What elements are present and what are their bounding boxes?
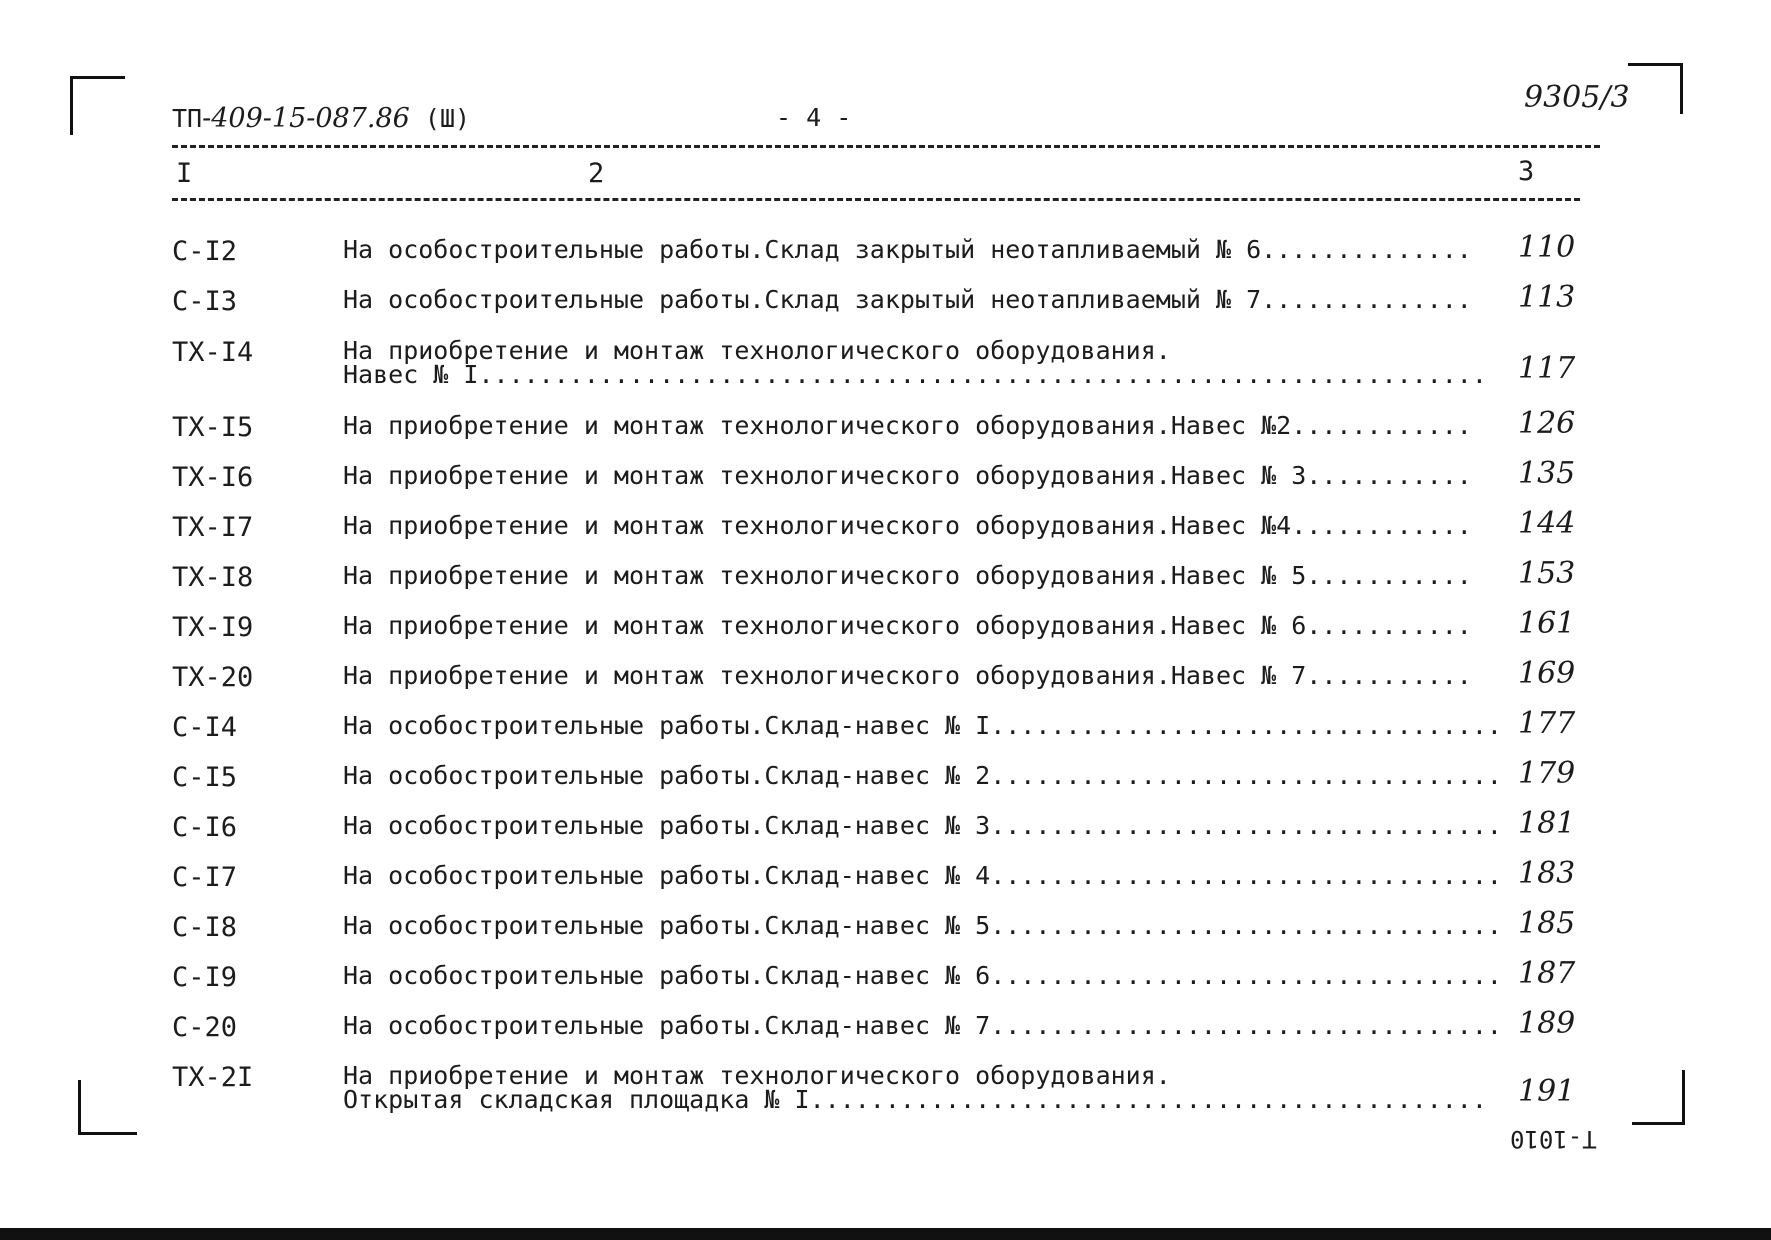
- column-number-2: 2: [588, 158, 605, 189]
- list-item: [0, 906, 1771, 962]
- item-title: На приобретение и монтаж технологического оборудования.Навес № 5...........: [343, 561, 1472, 590]
- item-title: На приобретение и монтаж технологического оборудования.Навес №2............: [343, 411, 1472, 440]
- drawing-code: С-20: [172, 1012, 238, 1043]
- form-code: Т-1010: [1510, 1125, 1597, 1153]
- list-item: [0, 556, 1771, 612]
- corner-mark-top-right: [1628, 63, 1683, 114]
- list-item: [0, 956, 1771, 1012]
- item-title: На приобретение и монтаж технологического оборудования.: [343, 1061, 1171, 1090]
- item-title: На приобретение и монтаж технологического оборудования.Навес №4............: [343, 511, 1472, 540]
- page-number: 191: [1518, 1074, 1576, 1109]
- column-number-1: I: [176, 158, 193, 189]
- drawing-code: С-I2: [172, 236, 238, 267]
- drawing-code: ТХ-I4: [172, 337, 254, 368]
- page-number: 110: [1518, 230, 1576, 265]
- item-title: На особостроительные работы.Склад-навес № 4..................................: [343, 861, 1502, 890]
- list-item: [0, 1006, 1771, 1062]
- item-title: На приобретение и монтаж технологического оборудования.Навес № 3...........: [343, 461, 1472, 490]
- list-item: [0, 230, 1771, 286]
- list-item: [0, 1062, 1771, 1122]
- page-number: 126: [1518, 406, 1576, 441]
- item-title: На особостроительные работы.Склад-навес № 5..................................: [343, 911, 1502, 940]
- header-rule-bottom: [172, 198, 1580, 201]
- inventory-number: 9305/3: [1524, 80, 1630, 115]
- drawing-code: ТХ-I8: [172, 562, 254, 593]
- doc-prefix: ТП: [172, 104, 203, 133]
- list-item: [0, 506, 1771, 562]
- item-title-continuation: Открытая складская площадка № I.............................................: [343, 1085, 1487, 1114]
- item-title: На особостроительные работы.Склад-навес № I..................................: [343, 711, 1502, 740]
- page-number: 179: [1518, 756, 1576, 791]
- page-number: 187: [1518, 956, 1576, 991]
- doc-number: -409-15-087.86: [202, 103, 410, 134]
- item-title: На особостроительные работы.Склад-навес № 2..................................: [343, 761, 1502, 790]
- drawing-code: ТХ-I6: [172, 462, 254, 493]
- item-title: На особостроительные работы.Склад-навес № 6..................................: [343, 961, 1502, 990]
- item-title: На приобретение и монтаж технологического оборудования.Навес № 6...........: [343, 611, 1472, 640]
- drawing-code: С-I3: [172, 286, 238, 317]
- item-title: На особостроительные работы.Склад закрытый неотапливаемый № 6..............: [343, 235, 1472, 264]
- drawing-code: С-I7: [172, 862, 238, 893]
- page-number: 144: [1518, 506, 1576, 541]
- document-designation: [172, 103, 470, 134]
- page-number: 185: [1518, 906, 1576, 941]
- page-number: 161: [1518, 606, 1576, 641]
- column-number-3: 3: [1518, 156, 1535, 187]
- list-item: [0, 806, 1771, 862]
- corner-mark-top-left: [70, 76, 125, 135]
- header-rule-top: [172, 145, 1600, 148]
- scan-border-bar: [0, 1228, 1771, 1240]
- list-item: [0, 280, 1771, 336]
- list-item: [0, 756, 1771, 812]
- drawing-code: ТХ-I5: [172, 412, 254, 443]
- drawing-code: С-I6: [172, 812, 238, 843]
- drawing-code: ТХ-20: [172, 662, 254, 693]
- page-marker: - 4 -: [776, 103, 852, 132]
- page-number: 177: [1518, 706, 1576, 741]
- doc-volume: (Ш): [424, 104, 471, 133]
- item-title: На приобретение и монтаж технологического оборудования.: [343, 336, 1171, 365]
- drawing-code: С-I9: [172, 962, 238, 993]
- page-number: 135: [1518, 456, 1576, 491]
- page-number: 183: [1518, 856, 1576, 891]
- page-number: 169: [1518, 656, 1576, 691]
- page-number: 113: [1518, 280, 1576, 315]
- page-number: 181: [1518, 806, 1576, 841]
- list-item: [0, 406, 1771, 462]
- item-title: На приобретение и монтаж технологического оборудования.Навес № 7...........: [343, 661, 1472, 690]
- drawing-code: ТХ-2I: [172, 1062, 254, 1093]
- drawing-code: С-I4: [172, 712, 238, 743]
- item-title-continuation: Навес № I...................................................................: [343, 360, 1487, 389]
- page-number: 117: [1518, 351, 1576, 386]
- drawing-code: С-I8: [172, 912, 238, 943]
- list-item: [0, 856, 1771, 912]
- list-item: [0, 606, 1771, 662]
- page-number: 153: [1518, 556, 1576, 591]
- item-title: На особостроительные работы.Склад-навес № 3..................................: [343, 811, 1502, 840]
- list-item: [0, 337, 1771, 397]
- item-title: На особостроительные работы.Склад-навес № 7..................................: [343, 1011, 1502, 1040]
- item-title: На особостроительные работы.Склад закрытый неотапливаемый № 7..............: [343, 285, 1472, 314]
- drawing-code: ТХ-I7: [172, 512, 254, 543]
- list-item: [0, 656, 1771, 712]
- drawing-code: ТХ-I9: [172, 612, 254, 643]
- drawing-code: С-I5: [172, 762, 238, 793]
- page-number: 189: [1518, 1006, 1576, 1041]
- list-item: [0, 456, 1771, 512]
- list-item: [0, 706, 1771, 762]
